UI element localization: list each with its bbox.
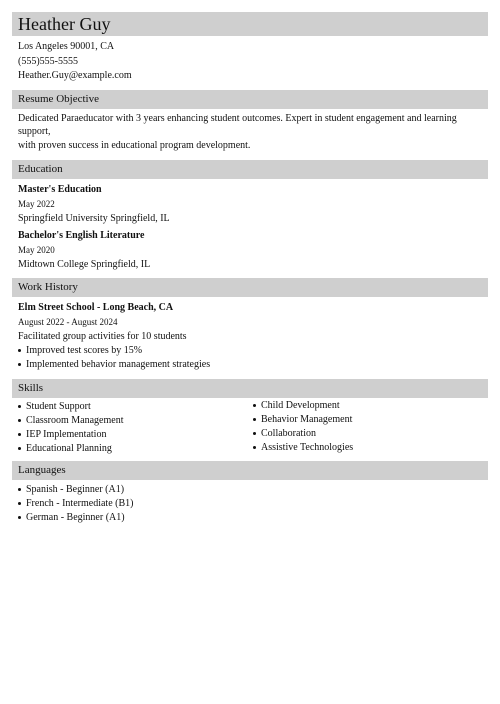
contact-phone: (555)555-5555: [18, 55, 78, 67]
skill-text: Child Development: [261, 400, 340, 411]
bullet-icon: [253, 418, 256, 421]
skill-text: Behavior Management: [261, 414, 353, 425]
list-item: [18, 400, 253, 414]
objective-line: with proven success in educational program development.: [18, 139, 251, 151]
bullet-icon: [18, 363, 21, 366]
list-item: [253, 413, 488, 427]
language-text: French - Intermediate (B1): [26, 498, 134, 509]
list-item: [18, 511, 488, 525]
list-item: [253, 441, 488, 455]
employer-name: Elm Street School - Long Beach, CA: [18, 302, 174, 313]
contact-email: Heather.Guy@example.com: [18, 70, 132, 81]
degree-title: Master's Education: [18, 184, 102, 195]
bullet-icon: [18, 502, 21, 505]
language-bullets: [18, 483, 488, 525]
skill-text: Collaboration: [261, 428, 316, 439]
education-list: [12, 183, 488, 271]
work-summary: Facilitated group activities for 10 students: [18, 330, 187, 342]
section-header-objective: [12, 90, 488, 109]
bullet-text: Implemented behavior management strategies: [26, 359, 211, 370]
bullet-icon: [18, 349, 21, 352]
school-name: Midtown College Springfield, IL: [18, 258, 151, 270]
section-header-skills: [12, 379, 488, 398]
skill-text: Assistive Technologies: [261, 442, 354, 453]
contact-address: Los Angeles 90001, CA: [18, 41, 115, 52]
skill-text: IEP Implementation: [26, 429, 107, 440]
degree-title: Bachelor's English Literature: [18, 230, 145, 241]
work-bullets: [18, 344, 488, 372]
school-name: Springfield University Springfield, IL: [18, 212, 170, 224]
objective-line: Dedicated Paraeducator with 3 years enhancing student outcomes. Expert in student engagement and learning support,: [18, 112, 457, 137]
section-title: Languages: [18, 464, 66, 476]
education-entry: [18, 229, 488, 271]
bullet-icon: [253, 446, 256, 449]
skills-columns: [12, 400, 488, 456]
bullet-text: Improved test scores by 15%: [26, 345, 143, 356]
language-text: Spanish - Beginner (A1): [26, 484, 125, 495]
language-text: German - Beginner (A1): [26, 512, 125, 523]
bullet-icon: [253, 404, 256, 407]
list-item: [18, 428, 253, 442]
list-item: [253, 399, 488, 413]
skill-text: Student Support: [26, 401, 91, 412]
education-entry: [18, 183, 488, 225]
list-item: [18, 497, 488, 511]
languages-list: [12, 483, 488, 525]
skill-text: Classroom Management: [26, 415, 124, 426]
bullet-icon: [18, 516, 21, 519]
bullet-icon: [18, 419, 21, 422]
candidate-name: Heather Guy: [18, 14, 111, 34]
list-item: [18, 442, 253, 456]
list-item: [18, 344, 488, 358]
list-item: [18, 483, 488, 497]
bullet-icon: [18, 433, 21, 436]
section-header-education: [12, 160, 488, 179]
skills-left-column: [18, 400, 253, 456]
contact-block: [12, 40, 488, 84]
objective-text: [12, 112, 488, 153]
section-header-work-history: [12, 278, 488, 297]
section-title: Work History: [18, 281, 78, 293]
name-header: [12, 12, 488, 36]
section-title: Resume Objective: [18, 92, 99, 105]
section-header-languages: [12, 461, 488, 480]
bullet-icon: [18, 488, 21, 491]
employment-dates: August 2022 - August 2024: [18, 316, 118, 327]
list-item: [253, 427, 488, 441]
degree-date: May 2022: [18, 198, 55, 209]
list-item: [18, 358, 488, 372]
bullet-icon: [18, 447, 21, 450]
bullet-icon: [18, 405, 21, 408]
degree-date: May 2020: [18, 244, 55, 255]
skills-right-column: [253, 399, 488, 456]
skill-text: Educational Planning: [26, 443, 112, 454]
bullet-icon: [253, 432, 256, 435]
section-title: Education: [18, 163, 63, 175]
work-entry: [12, 301, 488, 372]
section-title: Skills: [18, 382, 44, 394]
list-item: [18, 414, 253, 428]
